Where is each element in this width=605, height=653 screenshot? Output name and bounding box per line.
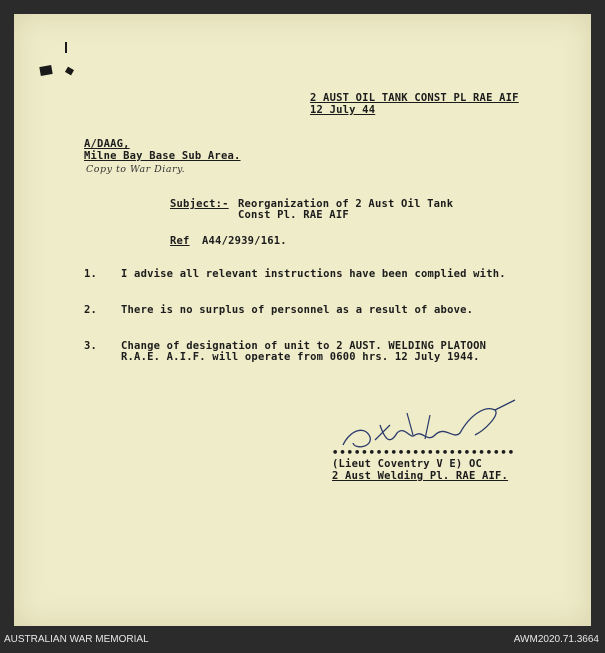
document-page	[14, 14, 591, 626]
handwritten-note: Copy to War Diary.	[86, 164, 186, 175]
ink-mark	[65, 42, 67, 53]
signature-name: (Lieut Coventry V E) OC	[332, 458, 482, 470]
paragraph-text: There is no surplus of personnel as a result of above.	[121, 304, 474, 316]
paragraph-number: 3.	[84, 340, 98, 352]
header-unit: 2 AUST OIL TANK CONST PL RAE AIF	[310, 92, 519, 104]
subject-line1: Reorganization of 2 Aust Oil Tank	[238, 198, 454, 210]
signature-unit: 2 Aust Welding Pl. RAE AIF.	[332, 470, 509, 482]
footer-right: AWM2020.71.3664	[513, 634, 599, 645]
paragraph-number: 1.	[84, 268, 98, 280]
reference-value: A44/2939/161.	[202, 235, 287, 247]
addressee-line1: A/DAAG,	[84, 138, 130, 150]
addressee-line2: Milne Bay Base Sub Area.	[84, 150, 241, 162]
paragraph-text: Change of designation of unit to 2 AUST. WELDING PLATOON	[121, 340, 487, 352]
paragraph-text: R.A.E. A.I.F. will operate from 0600 hrs. 12 July 1944.	[121, 351, 480, 363]
subject-line2: Const Pl. RAE AIF	[238, 209, 349, 221]
footer-left: AUSTRALIAN WAR MEMORIAL	[4, 634, 149, 645]
paragraph-number: 2.	[84, 304, 98, 316]
paragraph-text: I advise all relevant instructions have been complied with.	[121, 268, 506, 280]
ink-mark	[65, 67, 74, 76]
ink-mark	[39, 65, 52, 76]
reference-label: Ref	[170, 235, 190, 247]
subject-label: Subject:-	[170, 198, 229, 210]
signature-dots: •••••••••••••••••••••••••	[332, 447, 516, 459]
header-date: 12 July 44	[310, 104, 376, 116]
